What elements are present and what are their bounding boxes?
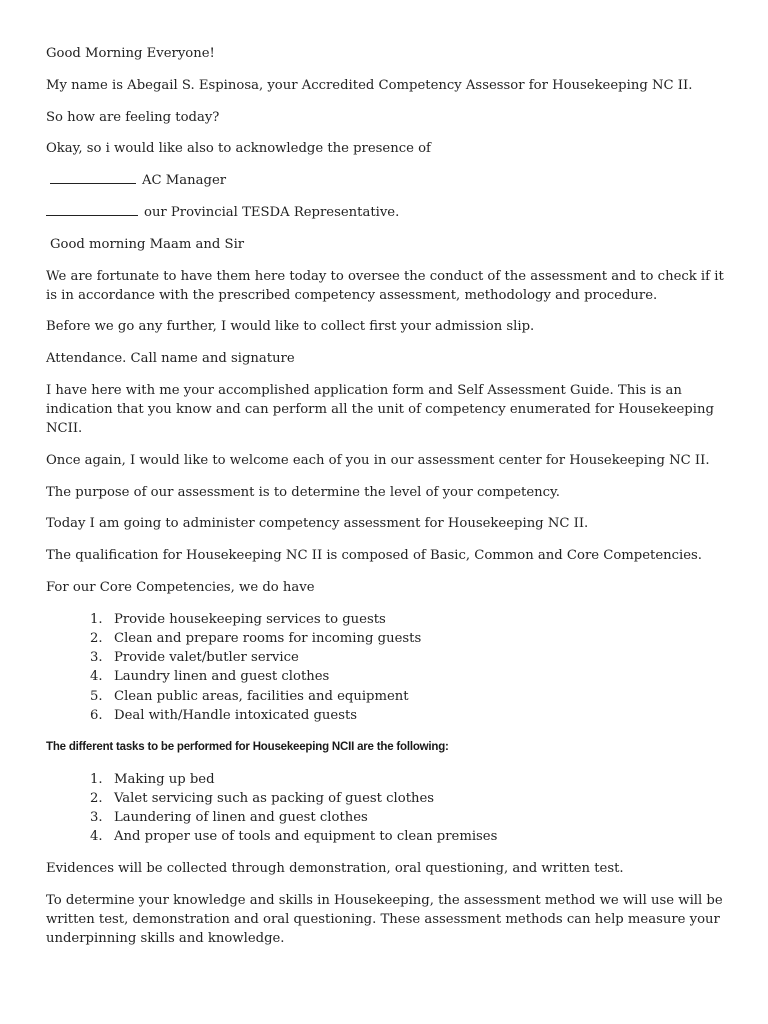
list-item: 3. Provide valet/butler service [90, 650, 299, 666]
today-paragraph: Today I am going to administer competency assessment for Housekeeping NC II. [46, 516, 589, 532]
tesda-rep-blank [46, 203, 138, 216]
good-morning-maam: Good morning Maam and Sir [50, 236, 245, 252]
core-intro: For our Core Competencies, we do have [46, 579, 315, 595]
ac-manager-blank [50, 171, 136, 184]
list-item: 5. Clean public areas, facilities and equipment [90, 688, 409, 704]
ac-manager-line [46, 171, 736, 190]
fortunate-paragraph: We are fortunate to have them here today to oversee the conduct of the assessment and to check if it is in accordance with the prescribed competency assessment, methodology and procedure. [46, 268, 724, 303]
tasks-heading: The different tasks to be performed for Housekeeping NCII are the following: [46, 740, 449, 753]
list-item: 2. Clean and prepare rooms for incoming guests [90, 630, 422, 646]
acknowledge-paragraph: Okay, so i would like also to acknowledge the presence of [46, 141, 431, 157]
core-competencies-list [46, 610, 736, 725]
knowledge-paragraph: To determine your knowledge and skills in Housekeeping, the assessment method we will use will be written test, demonstration and oral questioning. These assessment methods can help measure your underpinning skills and knowledge. [46, 892, 723, 946]
greeting: Good Morning Everyone! [46, 46, 215, 61]
how-are-you: So how are feeling today? [46, 109, 220, 125]
intro-paragraph: My name is Abegail S. Espinosa, your Accredited Competency Assessor for Housekeeping NC II. [46, 77, 693, 93]
list-item: 4. And proper use of tools and equipment to clean premises [90, 829, 498, 845]
application-form-paragraph: I have here with me your accomplished application form and Self Assessment Guide. This is an indication that you know and can perform all the unit of competency enumerated for Housekeeping NCII. [46, 382, 714, 436]
tesda-rep-label: our Provincial TESDA Representative. [144, 204, 400, 220]
document-page [46, 44, 736, 961]
list-item: 1. Making up bed [90, 771, 215, 787]
list-item: 6. Deal with/Handle intoxicated guests [90, 707, 358, 723]
list-item: 1. Provide housekeeping services to guests [90, 611, 386, 627]
list-item: 3. Laundering of linen and guest clothes [90, 809, 368, 825]
purpose-paragraph: The purpose of our assessment is to determine the level of your competency. [46, 484, 560, 500]
ac-manager-label: AC Manager [142, 173, 227, 189]
attendance-paragraph: Attendance. Call name and signature [46, 351, 295, 367]
welcome-again-paragraph: Once again, I would like to welcome each of you in our assessment center for Housekeeping NC II. [46, 452, 710, 468]
tesda-rep-line [46, 203, 736, 222]
list-item: 2. Valet servicing such as packing of guest clothes [90, 790, 435, 806]
admission-slip-paragraph: Before we go any further, I would like to collect first your admission slip. [46, 319, 535, 335]
evidences-paragraph: Evidences will be collected through demonstration, oral questioning, and written test. [46, 861, 624, 877]
list-item: 4. Laundry linen and guest clothes [90, 669, 330, 685]
tasks-list [46, 770, 736, 847]
qualification-paragraph: The qualification for Housekeeping NC II is composed of Basic, Common and Core Competencies. [46, 548, 702, 564]
